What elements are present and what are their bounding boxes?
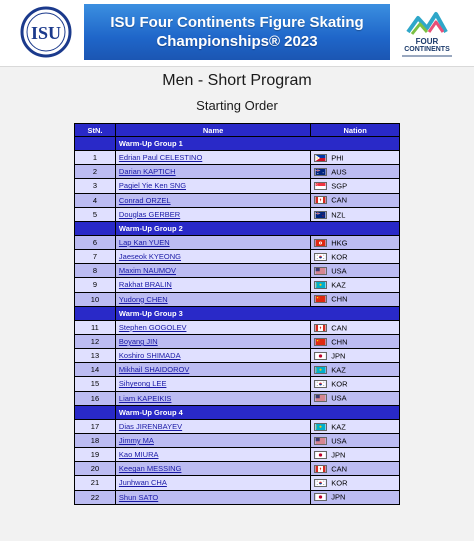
- skater-row: [75, 320, 400, 334]
- starting-number: 18: [75, 433, 116, 447]
- nation-code: USA: [331, 266, 347, 276]
- nation-code: CHN: [331, 294, 348, 304]
- jpn-flag-icon: [314, 351, 331, 360]
- skater-row: [75, 419, 400, 433]
- banner-title-line1: ISU Four Continents Figure Skating: [110, 14, 364, 31]
- nation-code: CAN: [331, 323, 348, 333]
- starting-number: 13: [75, 349, 116, 363]
- warmup-group-label: Warm-Up Group 4: [115, 405, 399, 419]
- header-name: Name: [115, 124, 310, 137]
- banner-title-line2: Championships® 2023: [156, 33, 318, 50]
- isu-logo-text: ISU: [30, 23, 62, 43]
- isu-logo: [20, 6, 72, 58]
- fc-logo-underline: [402, 55, 452, 57]
- starting-number: 20: [75, 462, 116, 476]
- skater-row: [75, 250, 400, 264]
- skater-name-cell: [115, 448, 310, 462]
- skater-row: [75, 462, 400, 476]
- nation-code: AUS: [331, 167, 347, 177]
- skater-row: [75, 235, 400, 249]
- nation-code: JPN: [331, 450, 346, 460]
- skater-row: [75, 349, 400, 363]
- skater-row: [75, 292, 400, 306]
- skater-name-link[interactable]: Sihyeong LEE: [118, 379, 167, 389]
- starting-number: 12: [75, 334, 116, 348]
- skater-name-link[interactable]: Junhwan CHA: [118, 478, 167, 488]
- skater-name-cell: [115, 334, 310, 348]
- starting-number: 14: [75, 363, 116, 377]
- nation-code: CAN: [331, 464, 348, 474]
- skater-name-link[interactable]: Shun SATO: [118, 492, 159, 502]
- fc-logo-line1: FOUR: [415, 37, 439, 46]
- starting-number: 9: [75, 278, 116, 292]
- skater-row: [75, 490, 400, 504]
- kaz-flag-icon: [314, 365, 331, 374]
- warmup-group-row: [75, 306, 400, 320]
- nation-cell: [311, 193, 400, 207]
- sgp-flag-icon: [314, 181, 331, 190]
- nation-cell: [311, 377, 400, 391]
- skater-row: [75, 391, 400, 405]
- skater-name-cell: [115, 250, 310, 264]
- kor-flag-icon: [314, 252, 331, 261]
- group-spacer: [75, 221, 116, 235]
- warmup-group-row: [75, 405, 400, 419]
- skater-name-cell: [115, 278, 310, 292]
- skater-name-cell: [115, 179, 310, 193]
- chn-flag-icon: [314, 337, 331, 346]
- nation-cell: [311, 165, 400, 179]
- four-continents-logo: [396, 4, 458, 62]
- skater-name-cell: [115, 165, 310, 179]
- can-flag-icon: [314, 195, 331, 204]
- skater-name-link[interactable]: Boyang JIN: [118, 337, 158, 347]
- page-title: Men - Short Program: [162, 72, 312, 89]
- skater-name-link[interactable]: Lap Kan YUEN: [118, 238, 170, 248]
- skater-name-cell: [115, 193, 310, 207]
- header-nation: Nation: [311, 124, 400, 137]
- starting-number: 11: [75, 320, 116, 334]
- hkg-flag-icon: [314, 238, 331, 247]
- usa-flag-icon: [314, 436, 331, 445]
- skater-row: [75, 476, 400, 490]
- nation-code: NZL: [331, 210, 346, 220]
- nzl-flag-icon: [314, 210, 331, 219]
- skater-name-link[interactable]: Jimmy MA: [118, 436, 154, 446]
- nation-cell: [311, 349, 400, 363]
- nation-code: USA: [331, 436, 347, 446]
- skater-name-cell: [115, 433, 310, 447]
- nation-cell: [311, 235, 400, 249]
- nation-code: KOR: [331, 478, 348, 488]
- event-banner: [0, 0, 474, 67]
- table-header-row: [75, 124, 400, 137]
- skater-name-link[interactable]: Dias JIRENBAYEV: [118, 421, 183, 431]
- jpn-flag-icon: [314, 450, 331, 459]
- kaz-flag-icon: [314, 422, 331, 431]
- skater-row: [75, 179, 400, 193]
- aus-flag-icon: [314, 167, 331, 176]
- skater-name-link[interactable]: Jaeseok KYEONG: [118, 252, 182, 262]
- skater-row: [75, 193, 400, 207]
- jpn-flag-icon: [314, 492, 331, 501]
- usa-flag-icon: [314, 393, 331, 402]
- nation-code: CAN: [331, 195, 348, 205]
- nation-cell: [311, 207, 400, 221]
- kor-flag-icon: [314, 379, 331, 388]
- starting-number: 10: [75, 292, 116, 306]
- nation-cell: [311, 476, 400, 490]
- starting-number: 8: [75, 264, 116, 278]
- header-stn: StN.: [75, 124, 116, 137]
- skater-name-cell: [115, 151, 310, 165]
- starting-number: 5: [75, 207, 116, 221]
- warmup-group-row: [75, 221, 400, 235]
- skater-name-cell: [115, 490, 310, 504]
- usa-flag-icon: [314, 266, 331, 275]
- nation-code: USA: [331, 393, 347, 403]
- skater-name-cell: [115, 349, 310, 363]
- skater-name-link[interactable]: Keegan MESSING: [118, 464, 182, 474]
- skater-name-link[interactable]: Douglas GERBER: [118, 209, 181, 219]
- nation-code: PHI: [331, 153, 344, 163]
- nation-cell: [311, 433, 400, 447]
- skater-name-cell: [115, 264, 310, 278]
- nation-code: JPN: [331, 492, 346, 502]
- starting-number: 4: [75, 193, 116, 207]
- nation-cell: [311, 278, 400, 292]
- skater-name-cell: [115, 419, 310, 433]
- nation-cell: [311, 419, 400, 433]
- mountain-logo-icon: [396, 4, 458, 38]
- skater-row: [75, 448, 400, 462]
- skater-name-cell: [115, 476, 310, 490]
- nation-cell: [311, 490, 400, 504]
- skater-name-cell: [115, 391, 310, 405]
- skater-name-cell: [115, 320, 310, 334]
- skater-name-cell: [115, 363, 310, 377]
- skater-row: [75, 433, 400, 447]
- starting-number: 17: [75, 419, 116, 433]
- starting-number: 3: [75, 179, 116, 193]
- skater-name-cell: [115, 292, 310, 306]
- starting-number: 19: [75, 448, 116, 462]
- nation-cell: [311, 334, 400, 348]
- can-flag-icon: [314, 323, 331, 332]
- can-flag-icon: [314, 464, 331, 473]
- nation-cell: [311, 151, 400, 165]
- skater-row: [75, 151, 400, 165]
- nation-code: SGP: [331, 181, 348, 191]
- starting-order-table: [74, 123, 400, 505]
- starting-number: 22: [75, 490, 116, 504]
- group-spacer: [75, 137, 116, 151]
- nation-code: KAZ: [331, 365, 346, 375]
- starting-number: 16: [75, 391, 116, 405]
- group-spacer: [75, 306, 116, 320]
- chn-flag-icon: [314, 294, 331, 303]
- warmup-group-label: Warm-Up Group 2: [115, 221, 399, 235]
- nation-code: JPN: [331, 351, 346, 361]
- nation-cell: [311, 292, 400, 306]
- kor-flag-icon: [314, 478, 331, 487]
- skater-name-link[interactable]: Kao MIURA: [118, 450, 159, 460]
- starting-number: 2: [75, 165, 116, 179]
- skater-name-link[interactable]: Mikhail SHAIDOROV: [118, 365, 190, 375]
- warmup-group-row: [75, 137, 400, 151]
- skater-name-link[interactable]: Koshiro SHIMADA: [118, 351, 181, 361]
- banner-title: [84, 4, 390, 60]
- warmup-group-label: Warm-Up Group 3: [115, 306, 399, 320]
- skater-name-cell: [115, 207, 310, 221]
- skater-row: [75, 334, 400, 348]
- starting-number: 15: [75, 377, 116, 391]
- skater-name-link[interactable]: Stephen GOGOLEV: [118, 322, 187, 332]
- nation-cell: [311, 250, 400, 264]
- skater-row: [75, 264, 400, 278]
- table-body: [75, 137, 400, 505]
- phi-flag-icon: [314, 153, 331, 162]
- nation-code: CHN: [331, 337, 348, 347]
- kaz-flag-icon: [314, 280, 331, 289]
- skater-row: [75, 377, 400, 391]
- skater-name-link[interactable]: Maxim NAUMOV: [118, 266, 176, 276]
- skater-name-link[interactable]: Yudong CHEN: [118, 294, 168, 304]
- nation-code: KAZ: [331, 280, 346, 290]
- starting-number: 7: [75, 250, 116, 264]
- skater-name-link[interactable]: Edrian Paul CELESTINO: [118, 153, 203, 163]
- warmup-group-label: Warm-Up Group 1: [115, 137, 399, 151]
- nation-cell: [311, 391, 400, 405]
- skater-row: [75, 363, 400, 377]
- fc-logo-line2: CONTINENTS: [404, 46, 450, 53]
- nation-cell: [311, 264, 400, 278]
- skater-name-link[interactable]: Conrad ORZEL: [118, 195, 171, 205]
- skater-name-link[interactable]: Pagiel Yie Ken SNG: [118, 181, 187, 191]
- starting-number: 1: [75, 151, 116, 165]
- nation-code: KOR: [331, 252, 348, 262]
- page-subtitle: Starting Order: [196, 98, 278, 113]
- nation-code: HKG: [331, 238, 348, 248]
- skater-name-link[interactable]: Rakhat BRALIN: [118, 280, 172, 290]
- skater-row: [75, 278, 400, 292]
- group-spacer: [75, 405, 116, 419]
- skater-name-cell: [115, 235, 310, 249]
- nation-code: KOR: [331, 379, 348, 389]
- nation-cell: [311, 363, 400, 377]
- skater-row: [75, 165, 400, 179]
- nation-cell: [311, 179, 400, 193]
- skater-name-cell: [115, 462, 310, 476]
- skater-name-link[interactable]: Liam KAPEIKIS: [118, 393, 172, 403]
- skater-row: [75, 207, 400, 221]
- skater-name-link[interactable]: Darian KAPTICH: [118, 167, 176, 177]
- nation-cell: [311, 320, 400, 334]
- nation-cell: [311, 462, 400, 476]
- nation-cell: [311, 448, 400, 462]
- skater-name-cell: [115, 377, 310, 391]
- nation-code: KAZ: [331, 422, 346, 432]
- starting-number: 6: [75, 235, 116, 249]
- starting-number: 21: [75, 476, 116, 490]
